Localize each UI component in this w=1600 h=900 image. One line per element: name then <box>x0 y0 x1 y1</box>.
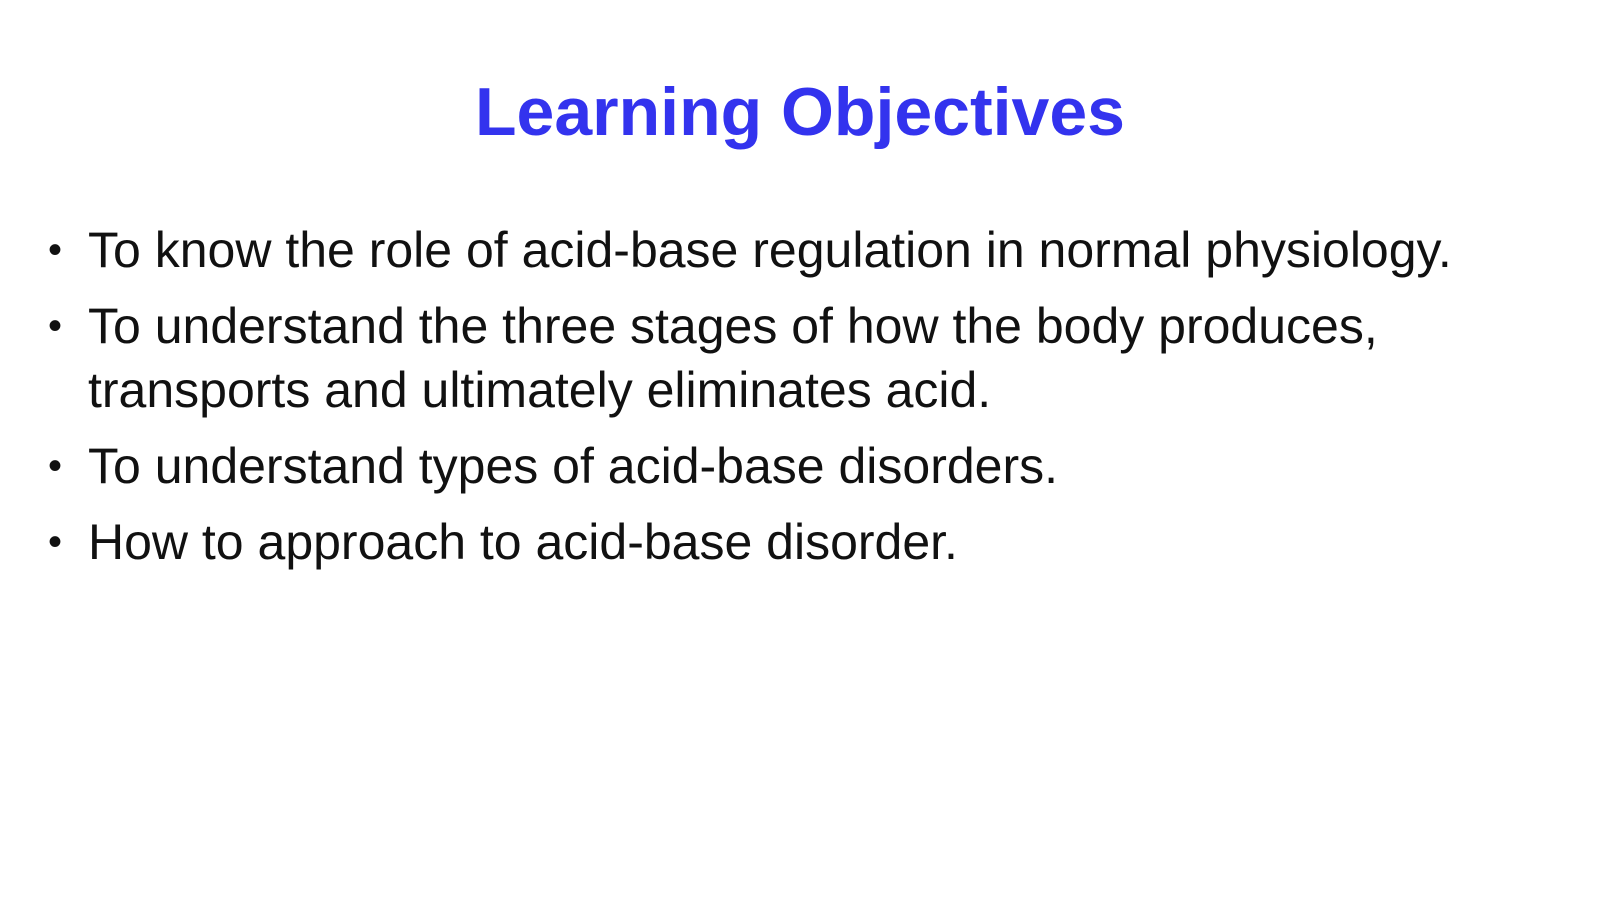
bullet-icon: • <box>47 520 62 564</box>
slide-title: Learning Objectives <box>475 74 1125 150</box>
list-item-text: To understand types of acid-base disorders. <box>88 438 1058 494</box>
bullet-icon: • <box>47 228 62 272</box>
objectives-list <box>40 218 1570 586</box>
list-item <box>40 218 1570 282</box>
list-item-text: To know the role of acid-base regulation in normal physiology. <box>88 222 1452 278</box>
list-item-text: To understand the three stages of how the body produces, transports and ultimately eliminates acid. <box>88 298 1378 418</box>
list-item <box>40 510 1570 574</box>
bullet-icon: • <box>47 304 62 348</box>
bullet-icon: • <box>47 444 62 488</box>
list-item <box>40 434 1570 498</box>
list-item-text: How to approach to acid-base disorder. <box>88 514 958 570</box>
list-item <box>40 294 1570 422</box>
